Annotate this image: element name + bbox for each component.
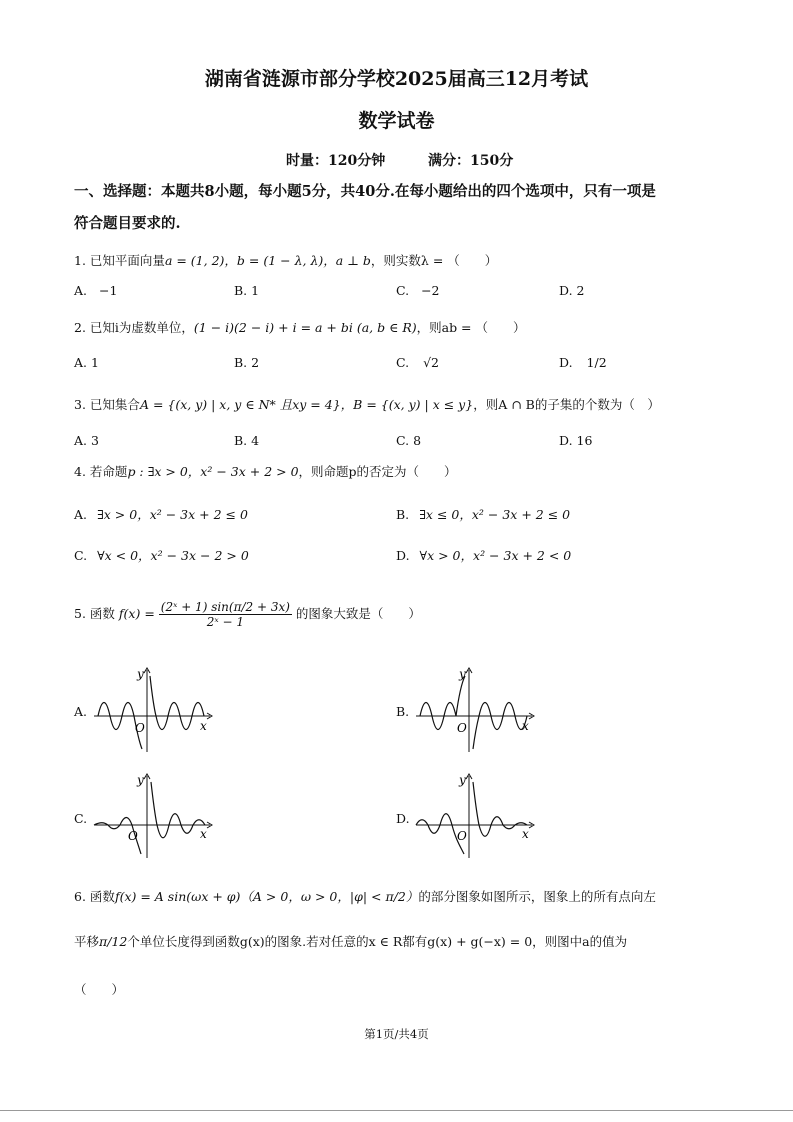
y-axis-label: y [137, 773, 144, 787]
option-d: D. [396, 811, 410, 826]
option-a: A. 1 [74, 355, 99, 370]
graph-option-a [90, 664, 220, 756]
section-heading-line1: 一、选择题：本题共8小题，每小题5分，共40分.在每小题给出的四个选项中，只有一项是 [74, 183, 656, 200]
page-number: 第1页/共4页 [364, 1027, 429, 1041]
question-5 [74, 600, 421, 629]
question-text: 函数 [89, 889, 115, 904]
section-heading-line2: 符合题目要求的. [74, 215, 181, 232]
question-math-lhs: f(x) = [118, 606, 155, 621]
option-a: A. ∃x > 0，x² − 3x + 2 ≤ 0 [74, 507, 248, 522]
exam-time: 时量：120分钟 [286, 153, 386, 169]
function-curve [98, 676, 204, 749]
option-b: B. 2 [234, 355, 260, 370]
question-3 [74, 395, 660, 413]
answer-bracket: （ ） [74, 982, 125, 997]
option-b: B. 1 [234, 283, 260, 298]
question-math: f(x) = A sin(ωx + φ)（A > 0，ω > 0，|φ| < π/2） [114, 889, 419, 904]
option-c: C. ∀x < 0，x² − 3x − 2 > 0 [74, 548, 249, 563]
function-curve [416, 782, 527, 854]
option-d: D. 16 [559, 433, 593, 448]
graph-option-c [90, 770, 220, 862]
question-math: A = {(x, y) | x, y ∈ N* 且xy = 4}，B = {(x, y) | x ≤ y} [139, 397, 474, 412]
option-b: B. [396, 704, 410, 719]
page-subtitle: 数学试卷 [358, 110, 435, 132]
question-text: 函数 [89, 606, 115, 621]
exam-score: 满分：150分 [428, 153, 514, 169]
question-text: ，则ab = （ ） [416, 320, 526, 335]
question-text: 已知i为虚数单位， [89, 320, 194, 335]
question-2 [74, 318, 526, 336]
origin-label: O [128, 829, 138, 843]
y-axis-label: y [459, 667, 466, 681]
question-number: 4. [74, 464, 86, 479]
question-text: 若命题 [89, 464, 128, 479]
question-text: ，则A ∩ B的子集的个数为（ ） [473, 397, 660, 412]
question-text: 已知集合 [89, 397, 140, 412]
x-axis-label: x [522, 827, 529, 841]
question-text: 个单位长度得到函数g(x)的图象.若对任意的x ∈ R都有g(x) + g(−x) = 0，则图中a的值为 [127, 934, 628, 949]
question-text: 的图象大致是（ ） [295, 606, 421, 621]
question-text: ，则命题p的否定为（ ） [298, 464, 457, 479]
question-number: 3. [74, 397, 86, 412]
option-a: A. 3 [74, 433, 99, 448]
question-math: (1 − i)(2 − i) + i = a + bi (a, b ∈ R) [193, 320, 417, 335]
option-c: C. [74, 811, 88, 826]
question-number: 2. [74, 320, 86, 335]
x-axis-label: x [522, 719, 529, 733]
option-c: C. √2 [396, 355, 439, 370]
x-axis-label: x [200, 827, 207, 841]
question-6 [74, 887, 656, 905]
y-axis-label: y [137, 667, 144, 681]
question-text: 已知平面向量 [89, 253, 165, 268]
option-d: D. ∀x > 0，x² − 3x + 2 < 0 [396, 548, 572, 563]
question-text: 的部分图象如图所示，图象上的所有点向左 [418, 889, 656, 904]
question-1 [74, 251, 497, 269]
question-math: a = (1, 2)，b = (1 − λ, λ)，a ⊥ b [164, 253, 371, 268]
option-a: A. −1 [74, 283, 118, 298]
page-title: 湖南省涟源市部分学校2025届高三12月考试 [204, 68, 589, 90]
origin-label: O [457, 829, 467, 843]
question-4 [74, 462, 457, 480]
y-axis-label: y [459, 773, 466, 787]
question-text: 平移 [74, 934, 100, 949]
x-axis-label: x [200, 719, 207, 733]
question-number: 6. [74, 889, 86, 904]
question-number: 5. [74, 606, 86, 621]
function-curve [94, 782, 205, 854]
question-number: 1. [74, 253, 86, 268]
question-math: p : ∃x > 0，x² − 3x + 2 > 0 [127, 464, 299, 479]
question-math-fraction: π/12 [99, 934, 128, 949]
option-c: C. 8 [396, 433, 422, 448]
origin-label: O [457, 721, 467, 735]
question-math-fraction: $\frac{\text{(2ˣ + 1) sin(π/2 + 3x)}}{\text{2ˣ − 1}}$ [160, 600, 290, 629]
option-c: C. −2 [396, 283, 440, 298]
option-b: B. 4 [234, 433, 260, 448]
option-a: A. [74, 704, 88, 719]
graph-option-d [412, 770, 542, 862]
question-6-line2 [74, 932, 627, 950]
graph-option-b [412, 664, 542, 756]
option-b: B. ∃x ≤ 0，x² − 3x + 2 ≤ 0 [396, 507, 571, 522]
option-d: D. 2 [559, 283, 585, 298]
page-bottom-divider [0, 1110, 793, 1111]
question-text: ，则实数λ = （ ） [370, 253, 498, 268]
option-d: D. 1/2 [559, 355, 607, 370]
origin-label: O [135, 721, 145, 735]
function-curve [420, 676, 527, 749]
